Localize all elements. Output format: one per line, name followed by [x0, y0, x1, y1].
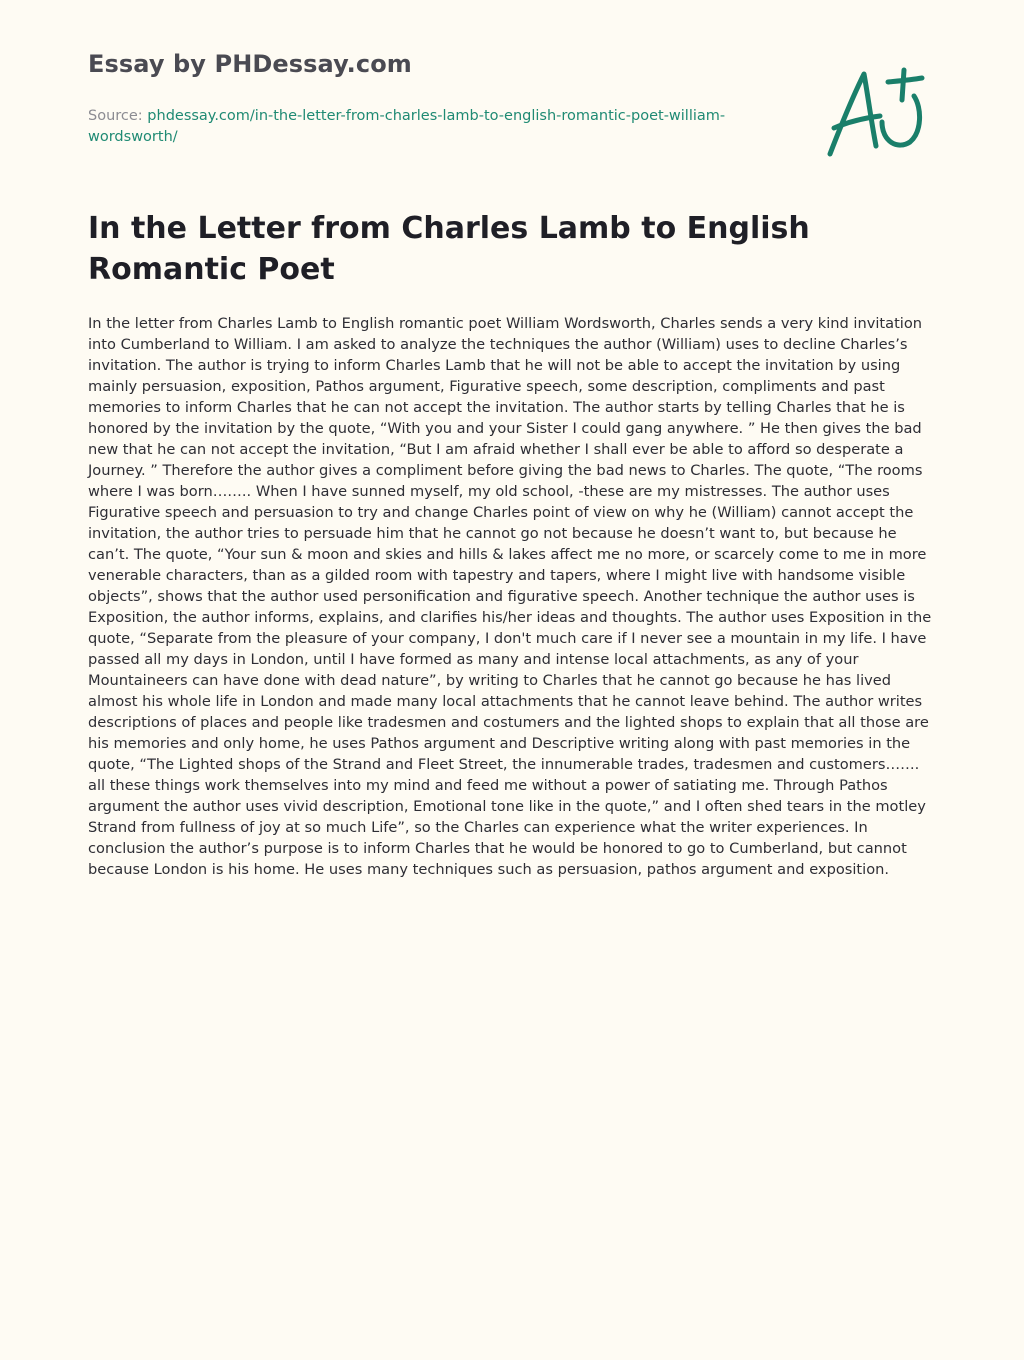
source-link[interactable]: phdessay.com/in-the-letter-from-charles-lamb-to-english-romantic-poet-william-wordsworth/: [88, 108, 726, 145]
source-label: Source:: [88, 108, 148, 124]
article-body: In the letter from Charles Lamb to English romantic poet William Wordsworth, Charles sends a very kind invitation into Cumberland to William. I am asked to analyze the techniques the author (William) uses to decline Charles’s invitation. The author is trying to inform Charles Lamb that he will not be able to accept the invitation by using mainly persuasion, exposition, Pathos argument, Figurative speech, some description, compliments and past memories to inform Charles that he can not accept the invitation. The author starts by telling Charles that he is honored by the invitation by the quote, “With you and your Sister I could gang anywhere. ” He then gives the bad new that he can not accept the invitation, “But I am afraid whether I shall ever be able to afford so desperate a Journey. ” Therefore the author gives a compliment before giving the bad news to Charles. The quote, “The rooms where I was born…….. When I have sunned myself, my old school, -these are my mistresses. The author uses Figurative speech and persuasion to try and change Charles point of view on why he (William) cannot accept the invitation, the author tries to persuade him that he cannot go not because he doesn’t want to, but because he can’t. The quote, “Your sun & moon and skies and hills & lakes affect me no more, or scarcely come to me in more venerable characters, than as a gilded room with tapestry and tapers, where I might live with handsome visible objects”, shows that the author used personification and figurative speech. Another technique the author uses is Exposition, the author informs, explains, and clarifies his/her ideas and thoughts. The author uses Exposition in the quote, “Separate from the pleasure of your company, I don't much care if I never see a mountain in my life. I have passed all my days in London, until I have formed as many and intense local attachments, as any of your Mountaineers can have done with dead nature”, by writing to Charles that he cannot go because he has lived almost his whole life in London and made many local attachments that he cannot leave behind. The author writes descriptions of places and people like tradesmen and costumers and the lighted shops to explain that all those are his memories and only home, he uses Pathos argument and Descriptive writing along with past memories in the quote, “The Lighted shops of the Strand and Fleet Street, the innumerable trades, tradesmen and customers……. all these things work themselves into my mind and feed me without a power of satiating me. Through Pathos argument the author uses vivid description, Emotional tone like in the quote,” and I often shed tears in the motley Strand from fullness of joy at so much Life”, so the Charles can experience what the writer experiences. In conclusion the author’s purpose is to inform Charles that he would be honored to go to Cumberland, but cannot because London is his home. He uses many techniques such as persuasion, pathos argument and exposition.: [88, 315, 932, 878]
source-line: [88, 106, 788, 148]
a-plus-logo-icon: [818, 62, 930, 162]
site-brand: Essay by PHDessay.com: [88, 50, 412, 78]
page-header: [88, 50, 788, 148]
article-title: In the Letter from Charles Lamb to English Romantic Poet: [88, 211, 810, 287]
